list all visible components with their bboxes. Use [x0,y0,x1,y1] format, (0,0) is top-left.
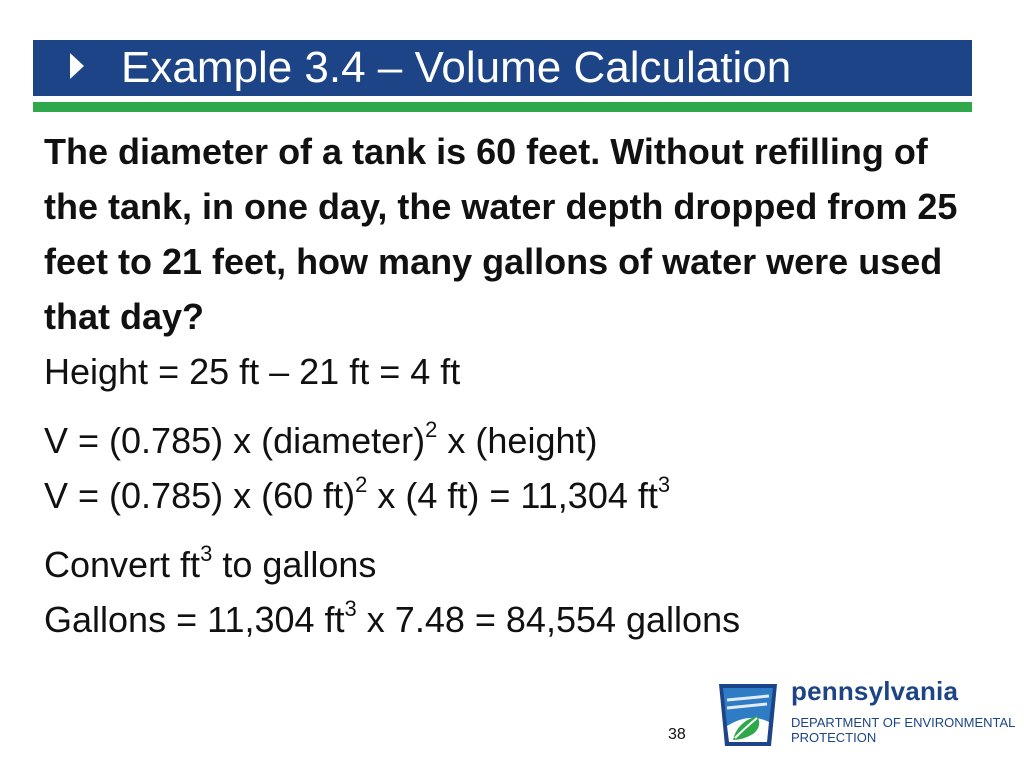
height-line: Height = 25 ft – 21 ft = 4 ft [44,351,461,392]
page-number: 38 [668,726,686,743]
keystone-icon [713,682,783,748]
problem-statement: The diameter of a tank is 60 feet. Without refilling of the tank, in one day, the water depth dropped from 25 feet to 21 feet, how many gallons of water were used that day? [44,131,958,337]
volume-formula: V = (0.785) x (diameter)$^2$ x (height) [44,417,598,461]
title-bar [33,40,972,96]
volume-calculation: V = (0.785) x (60 ft)$^2$ x (4 ft) = 11,304 $ft^3$ [44,472,671,516]
logo-department: DEPARTMENT OF ENVIRONMENTAL PROTECTION [791,715,1015,745]
slide-title: Example 3.4 – Volume Calculation [121,43,792,92]
logo-wordmark: pennsylvania [791,676,959,706]
title-arrow-icon [70,53,84,79]
slide-body [44,124,974,647]
convert-heading: Convert $ft^3$ to gallons [44,541,377,585]
title-underline [33,102,972,112]
dep-logo [713,676,1015,752]
gallons-calculation: Gallons = 11,304 $ft^3$ x 7.48 = 84,554 gallons [44,596,741,640]
